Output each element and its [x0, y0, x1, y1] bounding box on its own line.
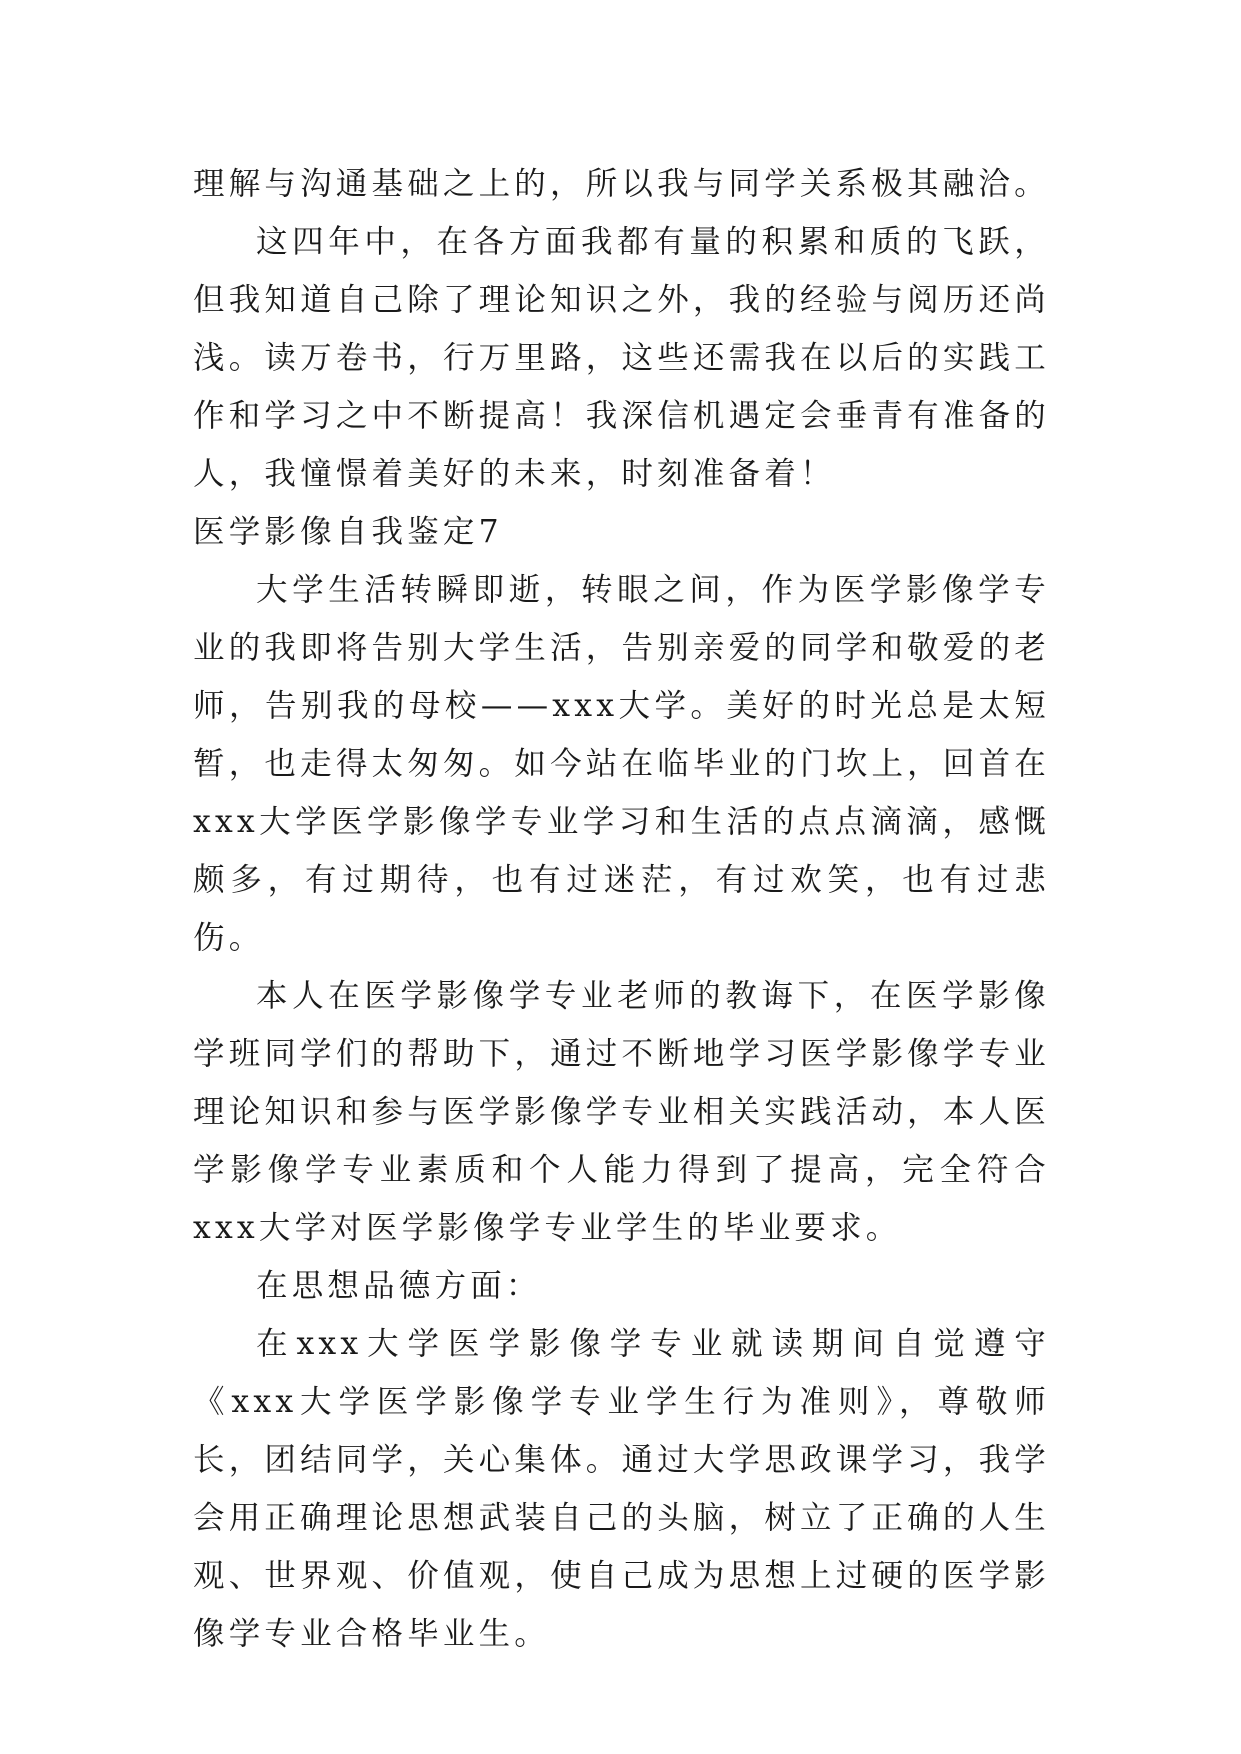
- paragraph-continuation: 理解与沟通基础之上的，所以我与同学关系极其融洽。: [193, 166, 1050, 202]
- paragraph-moral-conduct: 在xxx大学医学影像学专业就读期间自觉遵守《xxx大学医学影像学专业学生行为准则》，尊敬师长，团结同学，关心集体。通过大学思政课学习，我学会用正确理论思想武装自己的头脑，树立了正确的人生观、世界观、价值观，使自己成为思想上过硬的医学影像学专业合格毕业生。: [193, 1326, 1050, 1652]
- paragraph-teacher-guidance: 本人在医学影像学专业老师的教诲下，在医学影像学班同学们的帮助下，通过不断地学习医学影像学专业理论知识和参与医学影像学专业相关实践活动，本人医学影像学专业素质和个人能力得到了提高，完全符合xxx大学对医学影像学专业学生的毕业要求。: [193, 978, 1050, 1246]
- section-heading: 医学影像自我鉴定7: [193, 514, 503, 550]
- document-body: [193, 155, 1050, 1663]
- paragraph-university-life: 大学生活转瞬即逝，转眼之间，作为医学影像学专业的我即将告别大学生活，告别亲爱的同学和敬爱的老师，告别我的母校——xxx大学。美好的时光总是太短暂，也走得太匆匆。如今站在临毕业的门坎上，回首在xxx大学医学影像学专业学习和生活的点点滴滴，感慨颇多，有过期待，也有过迷茫，有过欢笑，也有过悲伤。: [193, 572, 1050, 956]
- paragraph-moral-heading: 在思想品德方面：: [256, 1268, 542, 1304]
- paragraph-four-years: 这四年中，在各方面我都有量的积累和质的飞跃，但我知道自己除了理论知识之外，我的经验与阅历还尚浅。读万卷书，行万里路，这些还需我在以后的实践工作和学习之中不断提高！我深信机遇定会垂青有准备的人，我憧憬着美好的未来，时刻准备着！: [193, 224, 1050, 492]
